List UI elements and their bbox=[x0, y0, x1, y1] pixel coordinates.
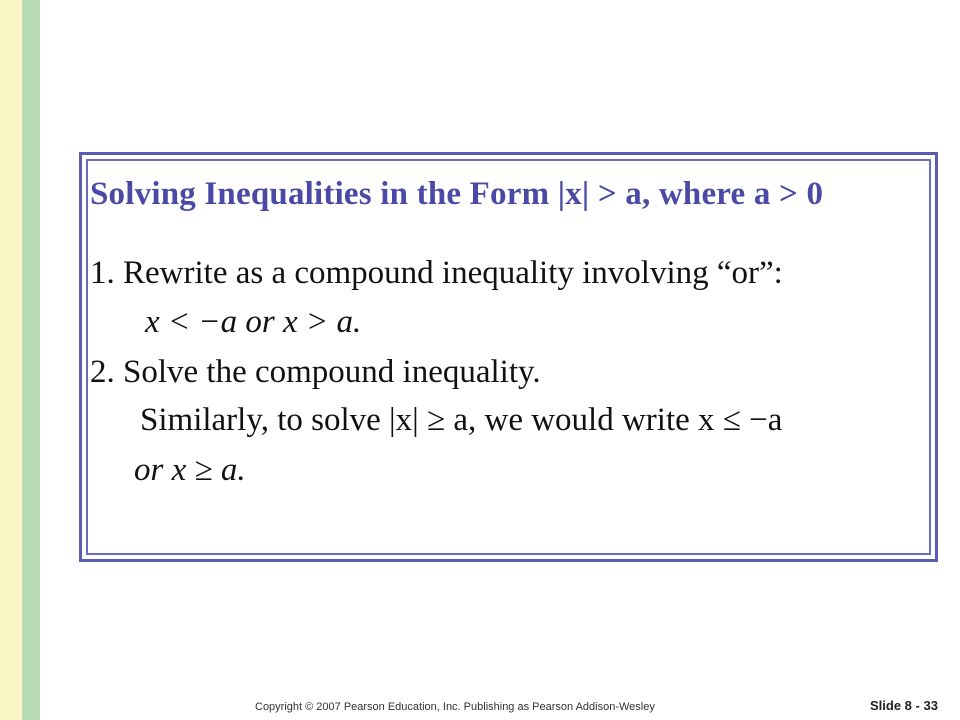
slide-number: Slide 8 - 33 bbox=[870, 698, 938, 713]
left-stripe-yellow bbox=[0, 0, 22, 720]
copyright-text: Copyright © 2007 Pearson Education, Inc. Publishing as Pearson Addison-Wesley bbox=[255, 701, 655, 713]
note-line-1: Similarly, to solve |x| ≥ a, we would write x ≤ −a bbox=[140, 402, 783, 438]
step-2-text: 2. Solve the compound inequality. bbox=[90, 354, 541, 390]
step-1-text: 1. Rewrite as a compound inequality involving “or”: bbox=[90, 255, 783, 291]
slide-title: Solving Inequalities in the Form |x| > a, where a > 0 bbox=[90, 176, 824, 212]
left-stripe-green bbox=[22, 0, 40, 720]
note-line-2: or x ≥ a. bbox=[134, 452, 246, 488]
step-1-detail: x < −a or x > a. bbox=[145, 304, 362, 340]
